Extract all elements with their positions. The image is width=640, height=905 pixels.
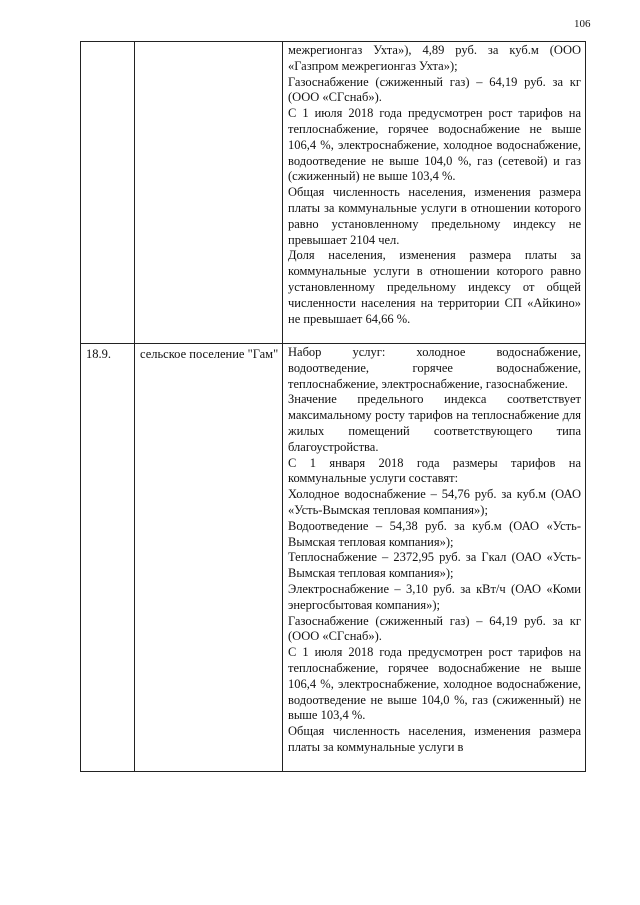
row-number-cell	[81, 344, 135, 772]
description-cell	[283, 344, 586, 772]
description-paragraph: Газоснабжение (сжиженный газ) – 64,19 руб. за кг (ООО «СГснаб»).	[288, 613, 581, 644]
description-paragraph: С 1 июля 2018 года предусмотрен рост тарифов на теплоснабжение, горячее водоснабжение не выше 106,4 %, электроснабжение, холодное водоснабжение, водоотведение не выше 104,0 %, газ (сжиженный) не выше 103,4 %.	[288, 645, 581, 723]
description-cell	[283, 42, 586, 344]
description-paragraph: Общая численность населения, изменения размера платы за коммунальные услуги в	[288, 724, 581, 754]
description-paragraph: Электроснабжение – 3,10 руб. за кВт/ч (ОАО «Коми энергосбытовая компания»);	[288, 581, 581, 612]
settlement-name: сельское поселение "Гам"	[140, 347, 279, 361]
description-paragraph: Общая численность населения, изменения размера платы за коммунальные услуги в отношении которого равно установленному предельному индексу не превышает 2104 чел.	[288, 185, 581, 247]
description-paragraph: Теплоснабжение – 2372,95 руб. за Гкал (ОАО «Усть-Вымская тепловая компания»);	[288, 550, 581, 581]
page-number: 106	[574, 18, 591, 30]
description-paragraph: Набор услуг: холодное водоснабжение, водоотведение, горячее водоснабжение, теплоснабжение, электроснабжение, газоснабжение.	[288, 345, 581, 391]
row-number-cell	[81, 42, 135, 344]
description-paragraph: Доля населения, изменения размера платы за коммунальные услуги в отношении которого равно установленному предельному индексу от общей численности населения на территории СП «Айкино» не превышает 64,66 %.	[288, 248, 581, 326]
description-paragraph: С 1 июля 2018 года предусмотрен рост тарифов на теплоснабжение, горячее водоснабжение не выше 106,4 %, электроснабжение, холодное водоснабжение, водоотведение не выше 104,0 %, газ (сетевой) и газ (сжиженный) не выше 103,4 %.	[288, 106, 581, 184]
settlement-name	[135, 42, 282, 45]
description-paragraph: Значение предельного индекса соответствует максимальному росту тарифов на теплоснабжение для жилых помещений соответствующего типа благоустройства.	[288, 392, 581, 454]
table-row	[81, 344, 586, 772]
description-paragraph: межрегионгаз Ухта»), 4,89 руб. за куб.м (ООО «Газпром межрегионгаз Ухта»);	[288, 43, 581, 73]
description-paragraph: Газоснабжение (сжиженный газ) – 64,19 руб. за кг (ООО «СГснаб»).	[288, 74, 581, 105]
row-number: 18.9.	[86, 347, 111, 361]
description-paragraph: С 1 января 2018 года размеры тарифов на коммунальные услуги составят:	[288, 455, 581, 486]
description-paragraph: Водоотведение – 54,38 руб. за куб.м (ОАО «Усть-Вымская тепловая компания»);	[288, 518, 581, 549]
tariff-table	[80, 41, 586, 772]
settlement-name-cell	[135, 42, 283, 344]
settlement-name-cell	[135, 344, 283, 772]
row-number	[81, 42, 134, 45]
description-paragraph: Холодное водоснабжение – 54,76 руб. за куб.м (ОАО «Усть-Вымская тепловая компания»);	[288, 487, 581, 517]
table-row	[81, 42, 586, 344]
